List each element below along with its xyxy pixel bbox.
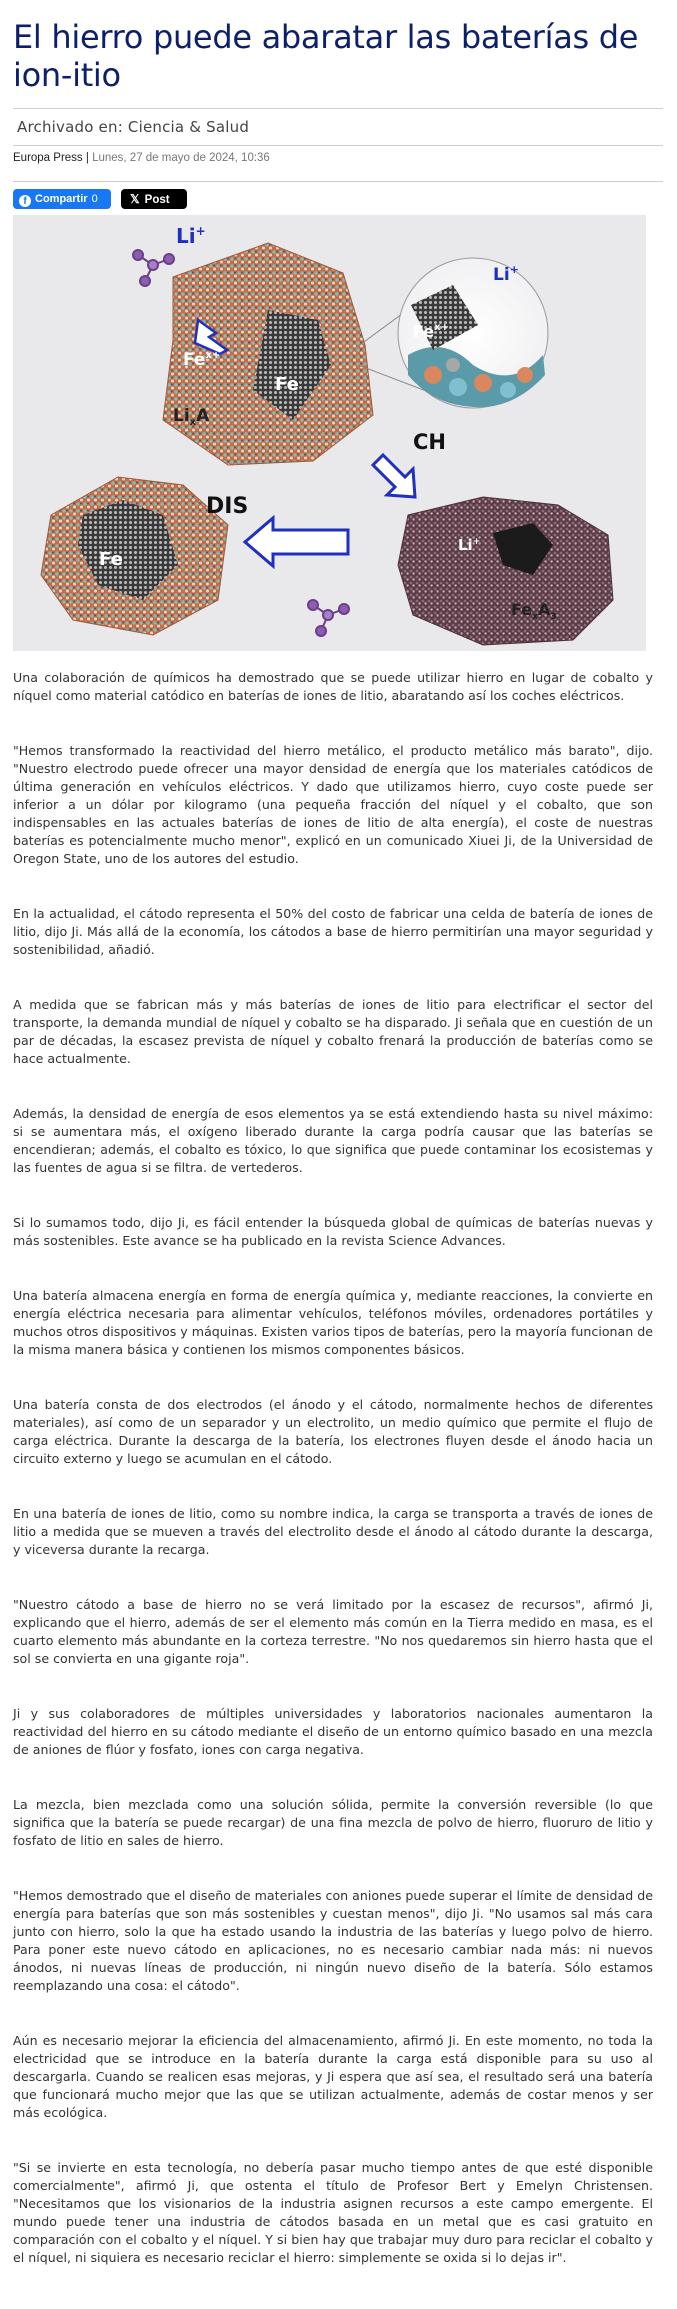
battery-cathode-illustration bbox=[13, 215, 646, 651]
li-ion-label-zoom: Li+ bbox=[493, 263, 519, 285]
fexa3-particle bbox=[398, 497, 613, 645]
article-paragraph: A medida que se fabrican más y más baterías de iones de litio para electrificar el sector del transporte, la demanda mundial de níquel y cobalto se ha disparado. Ji señala que en cuestión de un par de décadas, la escasez prevista de níquel y cobalto frenará la producción de baterías como se hace actualmente. bbox=[13, 997, 653, 1066]
byline bbox=[13, 148, 663, 182]
x-post-button[interactable] bbox=[121, 189, 187, 209]
byline-separator: | bbox=[82, 152, 93, 164]
fexa3-label: $Fe_xA_3$ bbox=[511, 600, 557, 622]
fe-label-left: Fe bbox=[99, 549, 123, 570]
article-paragraph: La mezcla, bien mezclada como una solución sólida, permite la conversión reversible (lo que significa que la batería se puede recargar) de una fina mezcla de polvo de hierro, fluoruro de litio y fosfato de litio en sales de hierro. bbox=[13, 1797, 653, 1848]
facebook-share-count: 0 bbox=[91, 193, 98, 205]
discharge-label: DIS bbox=[206, 494, 249, 519]
x-logo-icon: 𝕏 bbox=[130, 192, 140, 206]
article-paragraph: En una batería de iones de litio, como su nombre indica, la carga se transporta a través de iones de litio a medida que se mueven a través del electrolito desde el ánodo al cátodo durante la descarga, y viceversa durante la recarga. bbox=[13, 1506, 653, 1557]
article-paragraph: Una colaboración de químicos ha demostrado que se puede utilizar hierro en lugar de cobalto y níquel como material catódico en baterías de iones de litio, abaratando así los coches eléctricos. bbox=[13, 670, 653, 703]
lixa-label: $Li_xA$ bbox=[173, 406, 210, 428]
facebook-icon: f bbox=[19, 195, 31, 207]
ch-arrow bbox=[373, 455, 415, 497]
fe-label-main: Fe bbox=[275, 374, 299, 395]
article-paragraph: Ji y sus colaboradores de múltiples universidades y laboratorios nacionales aumentaron la reactividad del hierro en su cátodo mediante el diseño de un entorno químico basado en una mezcla de aniones de flúor y fosfato, iones con carga negativa. bbox=[13, 1706, 653, 1757]
byline-date: Lunes, 27 de mayo de 2024, 10:36 bbox=[92, 152, 270, 164]
anion-molecule-top bbox=[133, 250, 174, 286]
fe-ion-label-zoom: $Fe^{x+}$ bbox=[413, 322, 449, 341]
zoom-inset bbox=[353, 258, 548, 408]
charge-label: CH bbox=[413, 430, 446, 454]
article-body bbox=[13, 669, 653, 2304]
fe-particle-left bbox=[41, 477, 228, 635]
byline-source: Europa Press bbox=[13, 152, 83, 164]
x-post-label: Post bbox=[144, 194, 170, 206]
dis-arrow bbox=[245, 518, 348, 566]
anion-molecule-bottom bbox=[308, 600, 349, 636]
li-ion-label-top: Li+ bbox=[176, 224, 206, 248]
article-figure bbox=[13, 215, 646, 651]
article-paragraph: En la actualidad, el cátodo representa el 50% del costo de fabricar una celda de batería de iones de litio, dijo Ji. Más allá de la economía, los cátodos a base de hierro permitirían una mayor seguridad y sostenibilidad, añadió. bbox=[13, 906, 653, 957]
archived-category[interactable]: Archivado en: Ciencia & Salud bbox=[17, 118, 250, 136]
facebook-share-button[interactable] bbox=[13, 189, 111, 209]
article-paragraph: "Si se invierte en esta tecnología, no debería pasar mucho tiempo antes de que esté disponible comercialmente", afirmó Ji, que ostenta el título de Profesor Bert y Emelyn Christensen. "Necesitamos que los visionarios de la industria asignen recursos a este campo emergente. El mundo puede tener una industria de cátodos basada en un metal que es casi gratuito en comparación con el cobalto y el níquel. Y si bien hay que trabajar muy duro para reciclar el cobalto y el níquel, ni siquiera es necesario reciclar el hierro: simplemente se oxida si lo dejas ir". bbox=[13, 2160, 653, 2265]
article-paragraph: Además, la densidad de energía de esos elementos ya se está extendiendo hasta su nivel máximo: si se aumentara más, el oxígeno liberado durante la carga podría causar que las baterías se encendieran; además, el cobalto es tóxico, lo que significa que puede contaminar los ecosistemas y las fuentes de agua si se filtra. de vertederos. bbox=[13, 1106, 653, 1175]
article-paragraph: "Nuestro cátodo a base de hierro no se verá limitado por la escasez de recursos", afirmó Ji, explicando que el hierro, además de ser el elemento más común en la Tierra medido en masa, es el cuarto elemento más abundante en la corteza terrestre. "No nos quedaremos sin hierro hasta que el sol se convierta en una gigante roja". bbox=[13, 1597, 653, 1666]
archived-in-bar bbox=[13, 108, 663, 146]
article-paragraph: Aún es necesario mejorar la eficiencia del almacenamiento, afirmó Ji. En este momento, no toda la electricidad que se introduce en la batería durante la carga está disponible para su uso al descargarla. Cuando se realicen esas mejoras, y Ji espera que así sea, el resultado será una batería que funcionará mucho mejor que las que se utilizan actualmente, además de costar menos y ser más ecológica. bbox=[13, 2033, 653, 2120]
article-paragraph: "Hemos demostrado que el diseño de materiales con aniones puede superar el límite de densidad de energía para baterías que son más sostenibles y cuestan menos", dijo Ji. "No usamos sal más cara junto con hierro, solo la que ha estado usando la industria de las baterías y luego polvo de hierro. Para poner este nuevo cátodo en aplicaciones, no es necesario cambiar nada más: ni nuevos ánodos, ni nuevas líneas de producción, ni ningún nuevo diseño de la batería. Sólo estamos reemplazando una cosa: el cátodo". bbox=[13, 1888, 653, 1993]
facebook-share-label: Compartir bbox=[35, 193, 88, 205]
article-paragraph: Si lo sumamos todo, dijo Ji, es fácil entender la búsqueda global de químicas de baterías nuevas y más sostenibles. Este avance se ha publicado en la revista Science Advances. bbox=[13, 1215, 653, 1248]
fe-ion-label: $Fe^{x+}$ bbox=[183, 350, 221, 370]
article-paragraph: Una batería almacena energía en forma de energía química y, mediante reacciones, la convierte en energía eléctrica necesaria para alimentar vehículos, teléfonos móviles, ordenadores portátiles y muchos otros dispositivos y máquinas. Existen varios tipos de baterías, pero la mayoría funcionan de la misma manera básica y contienen los mismos componentes básicos. bbox=[13, 1288, 653, 1357]
li-ion-label-small: Li+ bbox=[458, 536, 481, 554]
article-title: El hierro puede abaratar las baterías de ion-itio bbox=[13, 18, 639, 94]
article-paragraph: Una batería consta de dos electrodos (el ánodo y el cátodo, normalmente hechos de diferentes materiales), así como de un separador y un electrolito, un medio químico que permite el flujo de carga eléctrica. Durante la descarga de la batería, los electrones fluyen desde el ánodo hacia un circuito externo y luego se acumulan en el cátodo. bbox=[13, 1397, 653, 1466]
article-paragraph: "Hemos transformado la reactividad del hierro metálico, el producto metálico más barato", dijo. "Nuestro electrodo puede ofrecer una mayor densidad de energía que los materiales catódicos de última generación en vehículos eléctricos. Y dado que utilizamos hierro, cuyo coste puede ser inferior a un dólar por kilogramo (una pequeña fracción del níquel y el cobalto, que son indispensables en las actuales baterías de iones de litio de alta energía), el coste de nuestras baterías es potencialmente mucho menor", explicó en un comunicado Xiuei Ji, de la Universidad de Oregon State, uno de los autores del estudio. bbox=[13, 743, 653, 866]
